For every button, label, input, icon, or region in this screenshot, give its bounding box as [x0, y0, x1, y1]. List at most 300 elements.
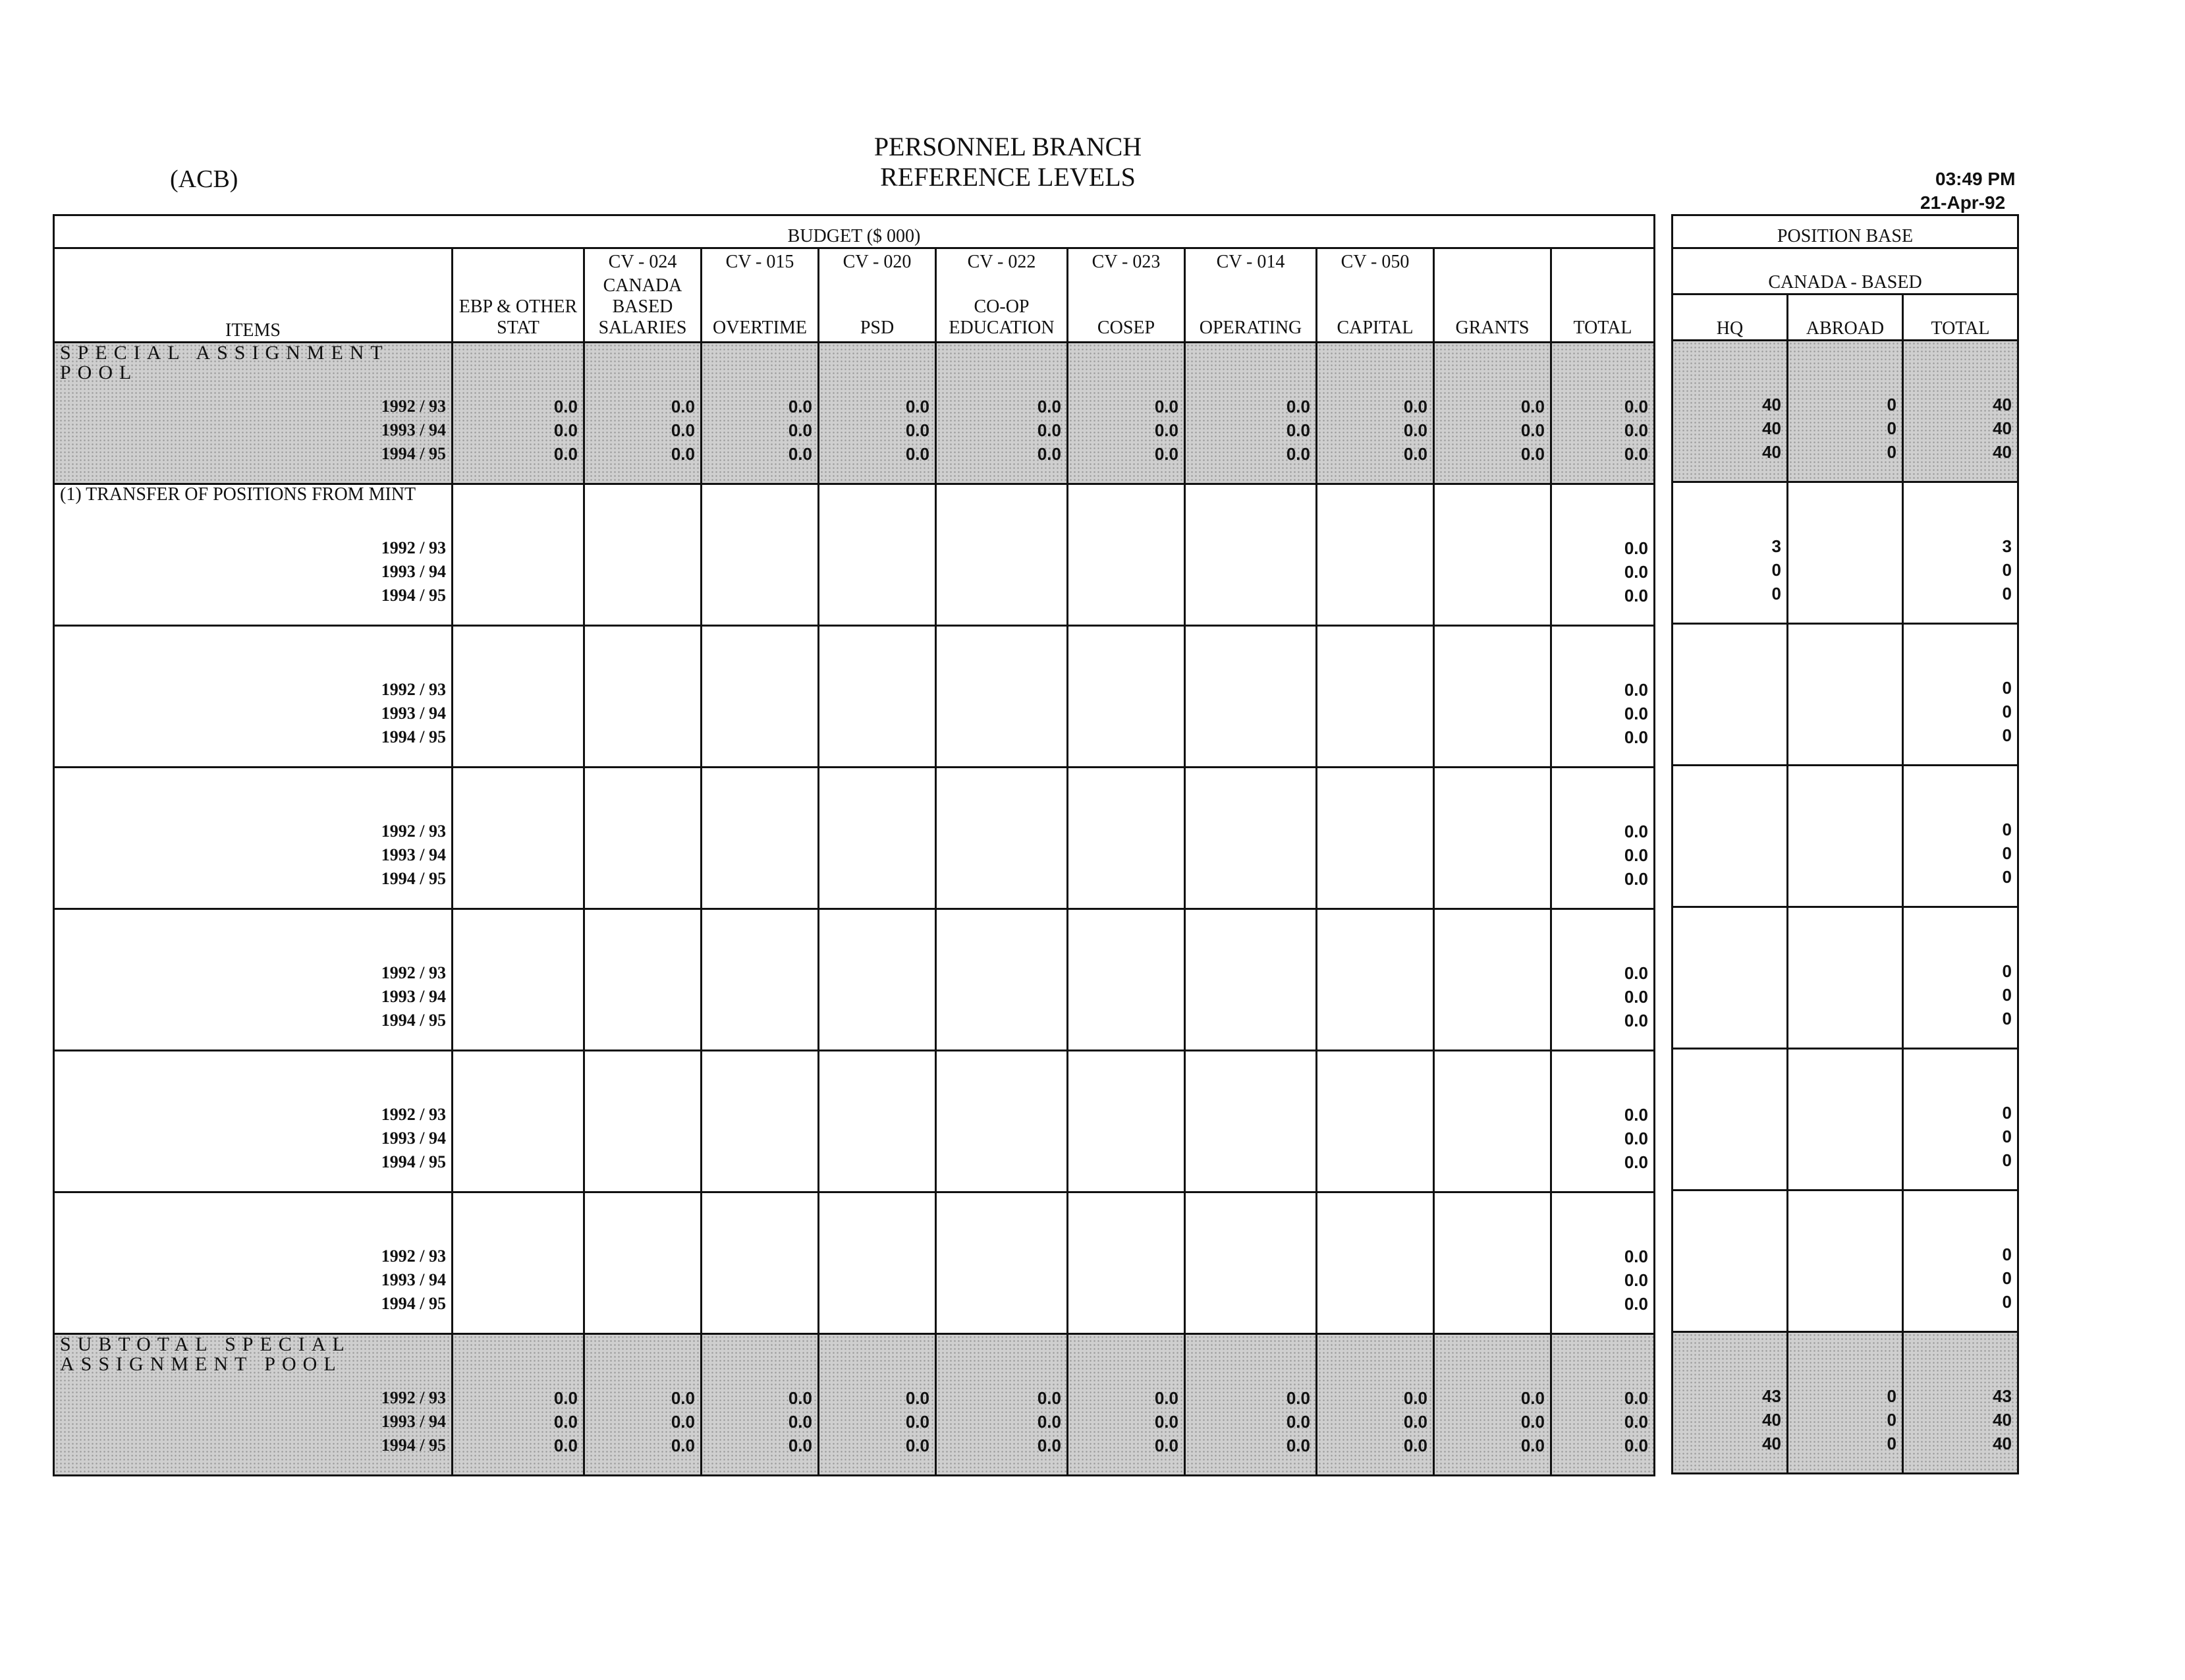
budget-group-title: BUDGET ($ 000)	[54, 215, 1655, 248]
column-code	[1437, 252, 1547, 275]
position-section-row	[1673, 624, 2018, 766]
budget-value: 0.0	[671, 1388, 695, 1408]
item-cell	[54, 1334, 453, 1476]
position-value-cell	[1673, 482, 1788, 624]
title-line-2: REFERENCE LEVELS	[880, 162, 1136, 192]
budget-value	[1440, 1245, 1545, 1268]
budget-value: 0.0	[1624, 397, 1648, 416]
budget-section-row	[54, 1192, 1655, 1334]
budget-value	[707, 702, 812, 725]
budget-value-cell	[1551, 343, 1655, 484]
budget-value	[590, 584, 695, 607]
budget-value: 0.0	[1624, 845, 1648, 865]
budget-value	[590, 536, 695, 560]
budget-value	[707, 867, 812, 891]
budget-value	[1191, 584, 1310, 607]
position-value: 0	[1887, 395, 1896, 414]
budget-value	[1323, 678, 1427, 702]
position-value: 0	[2002, 1009, 2012, 1028]
budget-value: 0.0	[1286, 1436, 1310, 1455]
budget-value: 0.0	[1037, 1436, 1061, 1455]
position-value: 0	[1887, 442, 1896, 462]
position-value: 40	[1762, 1434, 1781, 1453]
budget-value-cell	[584, 1334, 702, 1476]
budget-value: 0.0	[1624, 1011, 1648, 1030]
position-value	[1794, 983, 1896, 1007]
budget-value-cell	[584, 343, 702, 484]
budget-value-cell	[1551, 1051, 1655, 1192]
budget-value	[1323, 1292, 1427, 1316]
budget-value-cell	[936, 484, 1068, 626]
budget-value-cell	[1317, 343, 1434, 484]
budget-value	[1323, 1009, 1427, 1032]
document-code: (ACB)	[170, 165, 238, 193]
column-label: CO-OP EDUCATION	[949, 296, 1055, 338]
budget-value	[458, 961, 578, 985]
budget-value: 0.0	[1624, 704, 1648, 723]
position-value: 0	[2002, 584, 2012, 603]
position-value-cell	[1788, 482, 1903, 624]
budget-value-cell	[453, 909, 584, 1051]
budget-value	[1074, 1150, 1178, 1174]
position-value	[1678, 841, 1781, 865]
position-value: 0	[1771, 584, 1781, 603]
budget-value-cell	[702, 343, 819, 484]
position-value: 0	[1887, 1410, 1896, 1430]
position-value-cell	[1903, 766, 2018, 907]
budget-value: 0.0	[1403, 1412, 1427, 1432]
fiscal-year-label: 1993 / 94	[381, 1129, 446, 1148]
position-value	[1794, 558, 1896, 582]
budget-section-row	[54, 909, 1655, 1051]
budget-value	[825, 843, 929, 867]
budget-value: 0.0	[1154, 1412, 1178, 1432]
position-value: 0	[2002, 985, 2012, 1005]
budget-value	[1323, 1127, 1427, 1150]
budget-value: 0.0	[1624, 538, 1648, 558]
budget-value	[1440, 1292, 1545, 1316]
budget-value	[825, 702, 929, 725]
budget-value	[1440, 560, 1545, 584]
position-value-cell	[1788, 766, 1903, 907]
budget-value	[707, 820, 812, 843]
position-value: 0	[2002, 820, 2012, 839]
fiscal-year-label: 1993 / 94	[381, 987, 446, 1006]
budget-value-cell	[584, 484, 702, 626]
fiscal-year-label: 1994 / 95	[381, 869, 446, 888]
budget-value: 0.0	[1037, 397, 1061, 416]
fiscal-year-label: 1994 / 95	[381, 1436, 446, 1455]
position-value	[1678, 723, 1781, 747]
budget-value	[707, 560, 812, 584]
budget-value: 0.0	[671, 1412, 695, 1432]
budget-value: 0.0	[1154, 1388, 1178, 1408]
position-value-cell	[1903, 1190, 2018, 1332]
budget-value	[1440, 1150, 1545, 1174]
position-value	[1678, 1101, 1781, 1125]
budget-value-cell	[936, 1051, 1068, 1192]
position-value	[1794, 582, 1896, 605]
budget-value	[1440, 702, 1545, 725]
budget-value	[825, 985, 929, 1009]
budget-value-cell	[584, 768, 702, 909]
position-section-row	[1673, 1049, 2018, 1190]
budget-value	[1440, 678, 1545, 702]
budget-value: 0.0	[671, 420, 695, 440]
budget-value: 0.0	[1624, 822, 1648, 841]
budget-value	[707, 725, 812, 749]
budget-value	[707, 1150, 812, 1174]
budget-value	[1074, 820, 1178, 843]
budget-value-cell	[936, 343, 1068, 484]
position-value	[1678, 865, 1781, 889]
budget-value: 0.0	[1624, 1152, 1648, 1172]
budget-value	[458, 725, 578, 749]
budget-value	[458, 1150, 578, 1174]
budget-value	[1191, 867, 1310, 891]
budget-value	[458, 560, 578, 584]
budget-value	[825, 1150, 929, 1174]
budget-value	[1323, 702, 1427, 725]
budget-section-row	[54, 768, 1655, 909]
budget-value	[590, 1150, 695, 1174]
position-value	[1678, 1148, 1781, 1172]
budget-value-cell	[702, 626, 819, 768]
fiscal-year-label: 1993 / 94	[381, 845, 446, 864]
position-value	[1794, 841, 1896, 865]
position-value: 0	[2002, 1292, 2012, 1312]
budget-value	[1074, 702, 1178, 725]
position-value	[1794, 1243, 1896, 1266]
budget-value-cell	[1068, 768, 1185, 909]
budget-value: 0.0	[1286, 1388, 1310, 1408]
budget-column-header	[584, 248, 702, 343]
budget-value-cell	[453, 626, 584, 768]
budget-value	[1440, 843, 1545, 867]
budget-value	[1074, 1292, 1178, 1316]
budget-value	[1440, 536, 1545, 560]
budget-value	[942, 820, 1061, 843]
fiscal-year-label: 1994 / 95	[381, 1011, 446, 1030]
fiscal-year-label: 1993 / 94	[381, 562, 446, 581]
budget-value	[825, 1292, 929, 1316]
budget-value	[942, 1103, 1061, 1127]
budget-value	[458, 985, 578, 1009]
budget-value	[458, 536, 578, 560]
fiscal-year-label: 1994 / 95	[381, 586, 446, 605]
budget-value-cell	[702, 909, 819, 1051]
position-value	[1794, 534, 1896, 558]
budget-value	[942, 1150, 1061, 1174]
budget-value	[942, 867, 1061, 891]
budget-value: 0.0	[1624, 1246, 1648, 1266]
budget-value-cell	[1068, 1192, 1185, 1334]
fiscal-year-label: 1993 / 94	[381, 704, 446, 723]
column-code: CV - 022	[967, 252, 1036, 272]
budget-value: 0.0	[1037, 444, 1061, 464]
budget-value-cell	[584, 909, 702, 1051]
position-value: 0	[2002, 867, 2012, 887]
budget-value: 0.0	[905, 444, 929, 464]
budget-value-cell	[1185, 1051, 1317, 1192]
budget-section-row	[54, 343, 1655, 484]
budget-section-row	[54, 626, 1655, 768]
fiscal-year-label: 1994 / 95	[381, 1152, 446, 1171]
budget-value-cell	[453, 343, 584, 484]
budget-value: 0.0	[905, 1436, 929, 1455]
column-label: COSEP	[1097, 318, 1155, 338]
fiscal-year-label: 1992 / 93	[381, 680, 446, 699]
budget-table	[53, 214, 1655, 1476]
column-label: EBP & OTHER STAT	[458, 296, 578, 338]
budget-value-cell	[1434, 768, 1551, 909]
position-value: 0	[2002, 1127, 2012, 1146]
budget-value-cell	[1317, 909, 1434, 1051]
budget-value	[1074, 961, 1178, 985]
position-value: 0	[2002, 725, 2012, 745]
position-value: 40	[1762, 395, 1781, 414]
budget-value	[1191, 961, 1310, 985]
budget-value	[1191, 1245, 1310, 1268]
position-value	[1794, 959, 1896, 983]
budget-value	[1323, 961, 1427, 985]
budget-value	[942, 1292, 1061, 1316]
budget-value: 0.0	[1403, 397, 1427, 416]
position-value	[1794, 1125, 1896, 1148]
fiscal-year-label: 1992 / 93	[381, 1246, 446, 1266]
position-value-cell	[1788, 624, 1903, 766]
budget-value-cell	[936, 626, 1068, 768]
budget-value	[1074, 1268, 1178, 1292]
position-base-table	[1671, 214, 2019, 1474]
budget-value: 0.0	[1624, 1294, 1648, 1314]
budget-value: 0.0	[1037, 420, 1061, 440]
column-label: OPERATING	[1199, 318, 1302, 338]
budget-value	[590, 702, 695, 725]
budget-value	[1323, 1150, 1427, 1174]
position-value	[1794, 1266, 1896, 1290]
position-value	[1794, 818, 1896, 841]
position-value: 3	[1771, 536, 1781, 556]
budget-value-cell	[1068, 1334, 1185, 1476]
budget-value	[1191, 1268, 1310, 1292]
budget-value: 0.0	[1154, 1436, 1178, 1455]
position-value: 40	[1762, 418, 1781, 438]
budget-column-header	[1551, 248, 1655, 343]
position-section-row	[1673, 482, 2018, 624]
position-value	[1678, 1007, 1781, 1030]
position-value-cell	[1673, 907, 1788, 1049]
budget-value-cell	[584, 626, 702, 768]
budget-value	[458, 867, 578, 891]
budget-column-header	[936, 248, 1068, 343]
fiscal-year-label: 1994 / 95	[381, 444, 446, 463]
item-cell	[54, 768, 453, 909]
budget-value	[825, 867, 929, 891]
budget-value-cell	[1185, 343, 1317, 484]
budget-value	[590, 843, 695, 867]
position-value-cell	[1903, 907, 2018, 1049]
budget-value	[590, 1103, 695, 1127]
budget-value	[942, 536, 1061, 560]
budget-value	[458, 678, 578, 702]
budget-value: 0.0	[553, 444, 578, 464]
budget-value	[590, 1292, 695, 1316]
budget-value-cell	[1551, 626, 1655, 768]
budget-value-cell	[1434, 1051, 1551, 1192]
position-value: 0	[2002, 1150, 2012, 1170]
budget-value	[1074, 560, 1178, 584]
budget-value	[1323, 1268, 1427, 1292]
budget-value-cell	[819, 484, 936, 626]
position-section-row	[1673, 341, 2018, 482]
budget-value	[825, 678, 929, 702]
position-value: 0	[2002, 702, 2012, 721]
position-value: 40	[1762, 442, 1781, 462]
budget-column-header	[1068, 248, 1185, 343]
position-value: 0	[2002, 1245, 2012, 1264]
budget-column-header	[1434, 248, 1551, 343]
position-value: 43	[1993, 1386, 2012, 1406]
budget-value: 0.0	[1624, 444, 1648, 464]
position-value: 0	[1887, 418, 1896, 438]
position-value: 0	[2002, 1268, 2012, 1288]
budget-value: 0.0	[1154, 420, 1178, 440]
column-label: GRANTS	[1455, 318, 1530, 338]
budget-value	[1323, 820, 1427, 843]
budget-value	[707, 961, 812, 985]
position-value	[1794, 1290, 1896, 1314]
position-value: 43	[1762, 1386, 1781, 1406]
budget-value: 0.0	[1624, 1436, 1648, 1455]
budget-value: 0.0	[1520, 420, 1545, 440]
budget-value-cell	[702, 1334, 819, 1476]
position-value-cell	[1673, 1332, 1788, 1474]
budget-value	[825, 820, 929, 843]
column-code	[456, 252, 580, 275]
column-label: PSD	[860, 318, 895, 338]
budget-value	[707, 1268, 812, 1292]
budget-value	[1074, 1245, 1178, 1268]
budget-value	[458, 1103, 578, 1127]
position-value	[1794, 1148, 1896, 1172]
budget-value: 0.0	[671, 444, 695, 464]
budget-value	[590, 1245, 695, 1268]
budget-value: 0.0	[1624, 1105, 1648, 1125]
fiscal-year-label: 1992 / 93	[381, 397, 446, 416]
position-value: 0	[2002, 1103, 2012, 1123]
budget-value	[942, 1245, 1061, 1268]
budget-value	[1191, 560, 1310, 584]
budget-value	[590, 985, 695, 1009]
budget-value-cell	[1185, 1192, 1317, 1334]
item-cell	[54, 1051, 453, 1192]
budget-section-row	[54, 1051, 1655, 1192]
position-value	[1678, 676, 1781, 700]
budget-value	[942, 961, 1061, 985]
position-value-cell	[1903, 341, 2018, 482]
budget-value	[590, 1009, 695, 1032]
budget-value: 0.0	[1154, 397, 1178, 416]
budget-value	[942, 843, 1061, 867]
budget-value	[1323, 985, 1427, 1009]
item-label: SPECIAL ASSIGNMENT POOL	[60, 342, 389, 383]
budget-value	[1191, 725, 1310, 749]
budget-value	[942, 1127, 1061, 1150]
budget-value: 0.0	[671, 397, 695, 416]
fiscal-year-label: 1992 / 93	[381, 963, 446, 982]
column-code: CV - 050	[1341, 252, 1410, 272]
budget-value	[942, 985, 1061, 1009]
budget-value	[825, 536, 929, 560]
budget-value	[1191, 1292, 1310, 1316]
position-value	[1794, 676, 1896, 700]
budget-value: 0.0	[1624, 1129, 1648, 1148]
budget-value: 0.0	[1624, 1388, 1648, 1408]
budget-value	[1074, 584, 1178, 607]
title-line-1: PERSONNEL BRANCH	[873, 132, 1142, 161]
budget-value	[1191, 702, 1310, 725]
budget-value	[458, 1245, 578, 1268]
position-value: 0	[1887, 1386, 1896, 1406]
item-cell	[54, 484, 453, 626]
position-value	[1678, 959, 1781, 983]
position-section-row	[1673, 766, 2018, 907]
budget-value	[1440, 1009, 1545, 1032]
position-value: 0	[2002, 961, 2012, 981]
budget-value	[825, 1103, 929, 1127]
budget-value	[1074, 1103, 1178, 1127]
fiscal-year-label: 1992 / 93	[381, 538, 446, 557]
budget-value: 0.0	[1286, 420, 1310, 440]
position-value-cell	[1788, 1190, 1903, 1332]
position-value: 0	[2002, 560, 2012, 580]
budget-value-cell	[1185, 626, 1317, 768]
item-label	[60, 768, 446, 814]
position-value	[1678, 1243, 1781, 1266]
budget-value: 0.0	[1286, 1412, 1310, 1432]
budget-value: 0.0	[1624, 562, 1648, 582]
budget-value-cell	[1551, 1334, 1655, 1476]
budget-value	[590, 725, 695, 749]
item-cell	[54, 343, 453, 484]
fiscal-year-label: 1992 / 93	[381, 822, 446, 841]
position-section-row	[1673, 907, 2018, 1049]
position-value-cell	[1903, 624, 2018, 766]
budget-value-cell	[819, 1051, 936, 1192]
budget-value: 0.0	[905, 1412, 929, 1432]
budget-value	[1440, 867, 1545, 891]
budget-value	[1191, 678, 1310, 702]
budget-value-cell	[1068, 484, 1185, 626]
position-value: 0	[1771, 560, 1781, 580]
budget-value-cell	[1317, 768, 1434, 909]
column-code: CV - 015	[725, 252, 794, 272]
budget-value	[1191, 820, 1310, 843]
budget-value-cell	[1434, 484, 1551, 626]
budget-value-cell	[702, 1051, 819, 1192]
budget-value: 0.0	[788, 1412, 812, 1432]
budget-value: 0.0	[553, 1388, 578, 1408]
budget-value-cell	[936, 1192, 1068, 1334]
budget-value: 0.0	[1624, 869, 1648, 889]
budget-value-cell	[1068, 343, 1185, 484]
budget-value-cell	[819, 343, 936, 484]
budget-value	[707, 678, 812, 702]
budget-value-cell	[1551, 909, 1655, 1051]
budget-value-cell	[1434, 343, 1551, 484]
budget-value: 0.0	[905, 1388, 929, 1408]
